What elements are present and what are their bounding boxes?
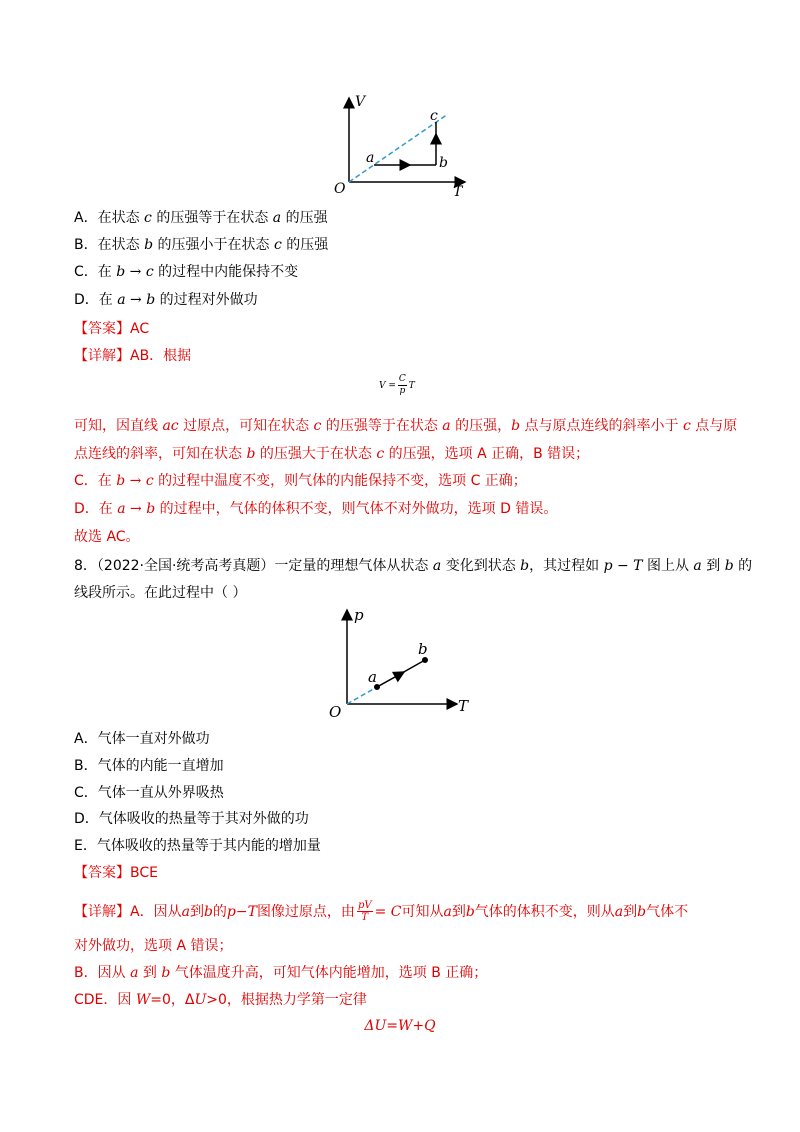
vt-diagram <box>320 92 480 202</box>
option-d-q8: D．气体吸收的热量等于其对外做的功 <box>74 811 309 827</box>
option-c-q7: C．在 b → c 的过程中内能保持不变 <box>74 264 299 280</box>
option-a-q7: A．在状态 c 的压强等于在状态 a 的压强 <box>74 210 328 226</box>
first-law-formula: ΔU=W+Q <box>364 1018 436 1034</box>
detail-q8-line2: 对外做功，选项 A 错误； <box>74 938 233 954</box>
detail-q7-line3: C．在 b → c 的过程中温度不变，则气体的内能保持不变，选项 C 正确； <box>74 473 527 489</box>
origin-label-2: O <box>329 703 342 721</box>
question-8-line2: 线段所示。在此过程中（ ） <box>74 585 247 601</box>
dashed-line-ac <box>349 114 448 182</box>
pt-diagram <box>322 604 482 724</box>
point-c-label: c <box>430 108 438 124</box>
origin-label: O <box>334 181 346 197</box>
detail-q8-line1: 【详解】A．因从 a 到 b 的 p−T 图像过原点，由 $\frac{pV}{T}$ = C 可知从 a 到 b 气体的体积不变，则从 a 到 b 气体不 <box>74 900 689 923</box>
detail-q7-line1: 可知，因直线 ac 过原点，可知在状态 c 的压强等于在状态 a 的压强，b 点与原点连线的斜率小于 c 点与原 <box>74 418 738 434</box>
point-a-label: a <box>366 150 375 166</box>
formula-v-ct-p: V = $\frac{C}{p}$ T <box>379 374 415 396</box>
option-b-q7: B．在状态 b 的压强小于在状态 c 的压强 <box>74 237 329 253</box>
detail-q8-line3: B．因从 a 到 b 气体温度升高，可知气体内能增加，选项 B 正确； <box>74 965 488 981</box>
conclusion-q7: 故选 AC。 <box>74 529 140 545</box>
detail-q7-line2: 点连线的斜率，可知在状态 b 的压强大于在状态 c 的压强，选项 A 正确，B 错误； <box>74 446 590 462</box>
segment-ab-pt <box>377 672 404 687</box>
detail-lead-q7: 【详解】AB．根据 <box>74 348 192 364</box>
option-e-q8: E．气体吸收的热量等于其内能的增加量 <box>74 838 321 854</box>
dashed-line-origin-a <box>347 687 377 704</box>
question-8-line1: 8．（2022·全国·统考高考真题）一定量的理想气体从状态 a 变化到状态 b，其过程如 p − T 图上从 a 到 b 的 <box>74 558 753 574</box>
point-a-label-2: a <box>368 668 377 686</box>
detail-q7-line4: D．在 a → b 的过程中，气体的体积不变，则气体不对外做功，选项 D 错误。 <box>74 501 558 517</box>
segment-ab-pt-2 <box>402 660 425 673</box>
fraction-pv-t: $\frac{pV}{T}$ <box>357 900 372 923</box>
option-c-q8: C．气体一直从外界吸热 <box>74 785 224 801</box>
p-axis-label: p <box>354 606 364 624</box>
option-a-q8: A．气体一直对外做功 <box>74 731 210 747</box>
answer-q7: 【答案】AC <box>74 321 150 337</box>
v-axis-label: V <box>355 94 366 110</box>
option-d-q7: D．在 a → b 的过程对外做功 <box>74 292 258 308</box>
option-b-q8: B．气体的内能一直增加 <box>74 758 224 774</box>
t-axis-label: T <box>453 184 463 200</box>
point-b-label-2: b <box>418 640 428 658</box>
answer-q8: 【答案】BCE <box>74 865 158 881</box>
detail-q8-line4: CDE．因 W=0，ΔU>0，根据热力学第一定律 <box>74 992 367 1008</box>
point-b-label: b <box>439 155 448 171</box>
t-axis-label-2: T <box>458 697 469 715</box>
